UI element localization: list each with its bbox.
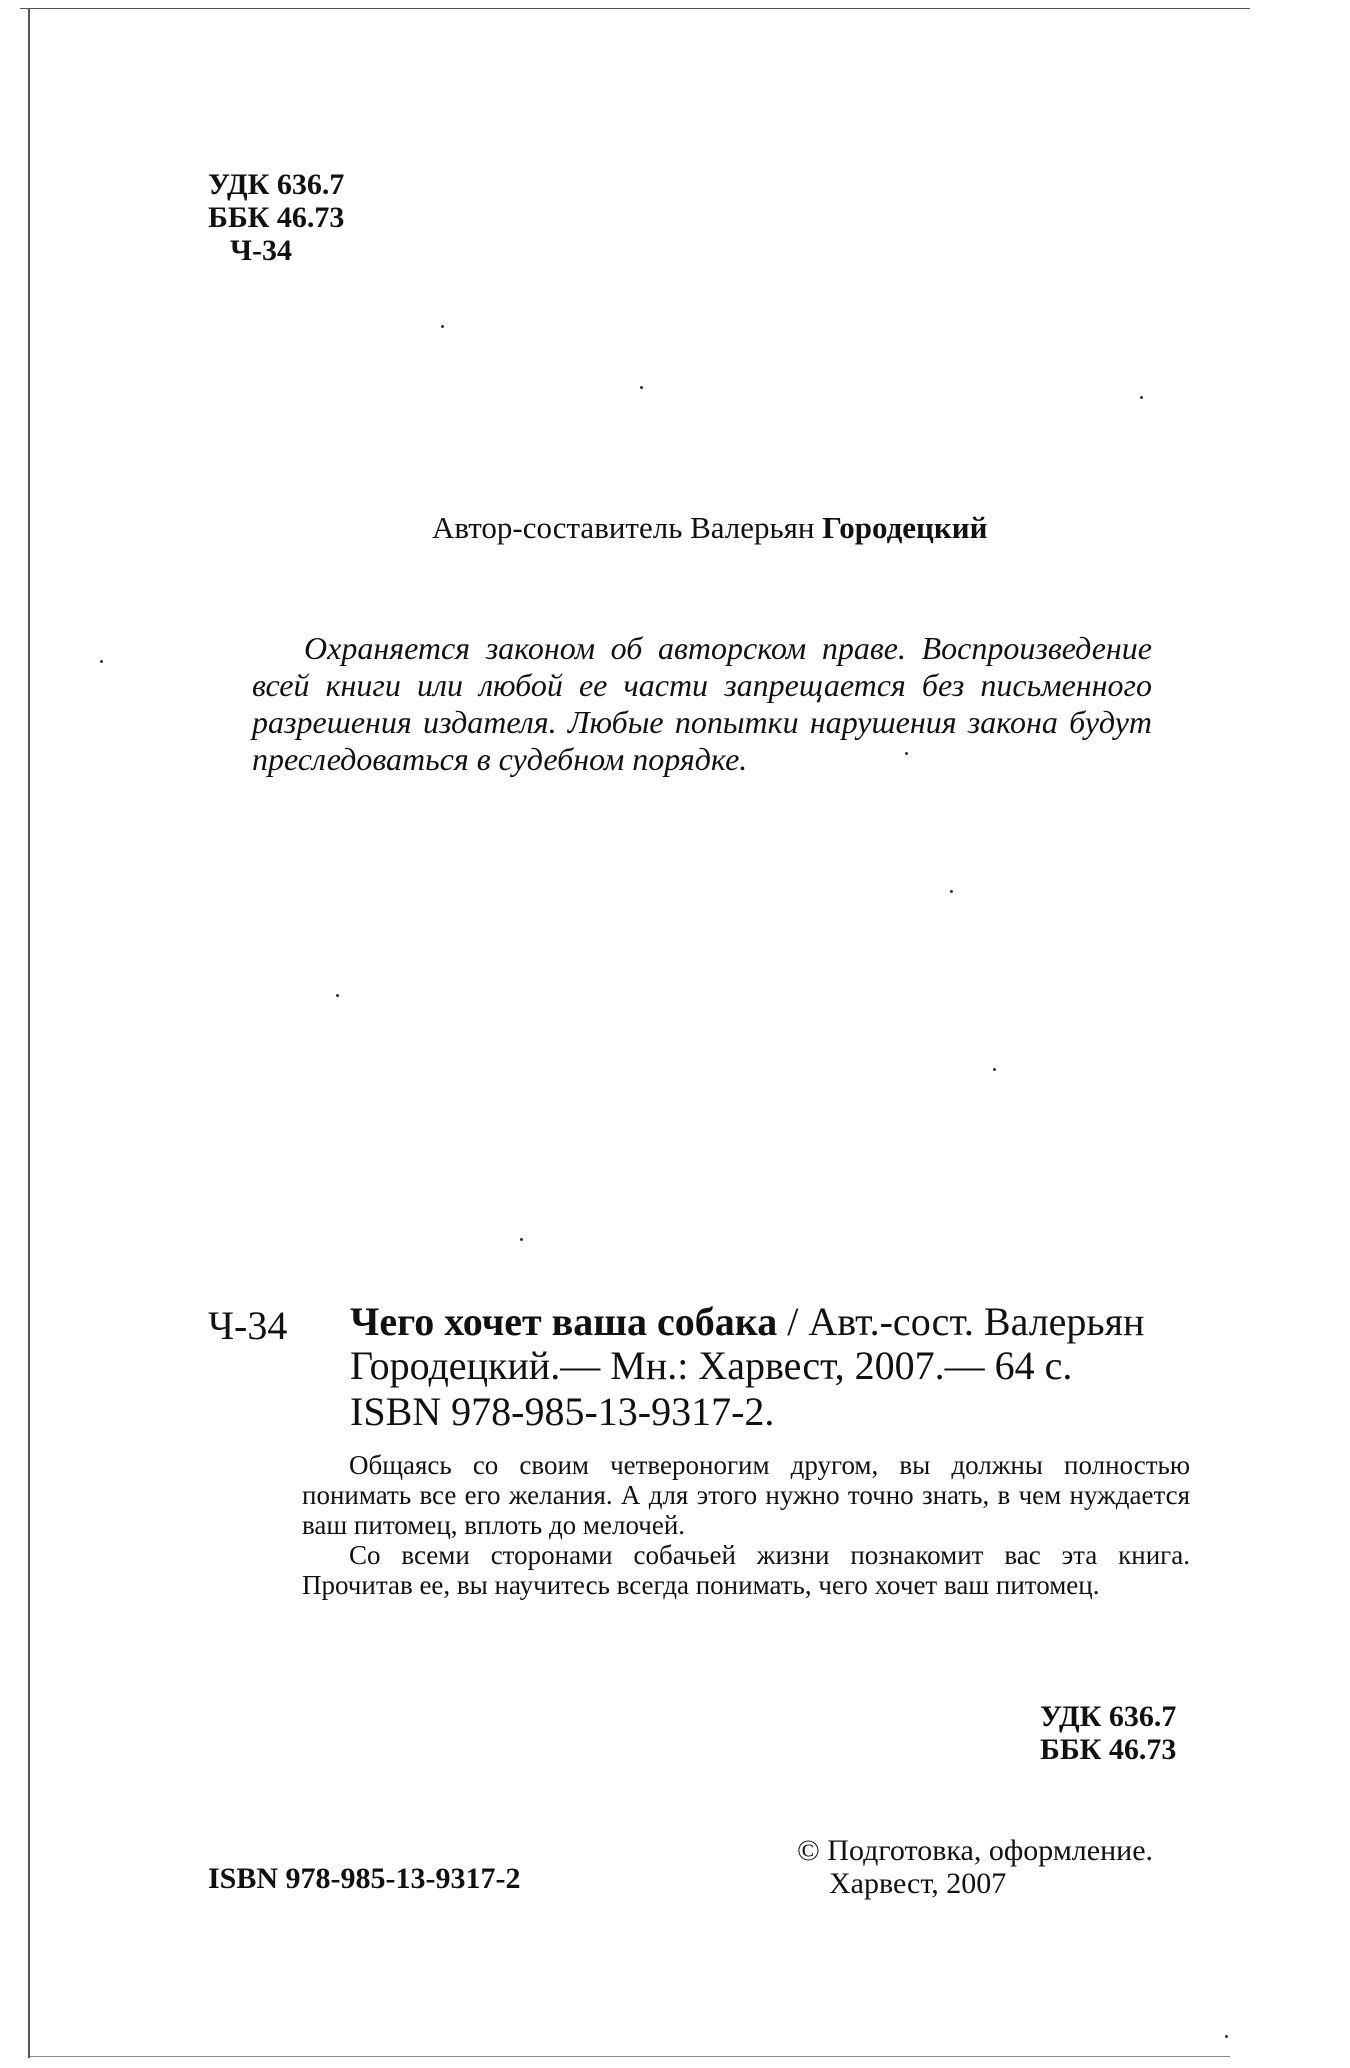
catalog-card-entry (350, 1300, 1190, 1388)
catalog-card-code: Ч-34 (208, 1303, 288, 1348)
scan-border-left (28, 8, 30, 2058)
scan-speck (520, 1238, 523, 1241)
bbk-code: ББК 46.73 (1040, 1733, 1177, 1766)
annotation-paragraph: Со всеми сторонами собачьей жизни познакомит вас эта книга. Прочитав ее, вы научитесь всегда понимать, чего хочет ваш питомец. (302, 1540, 1190, 1600)
author-name: Городецкий (822, 510, 988, 545)
bottom-classification-codes (1040, 1700, 1176, 1766)
scan-speck (100, 660, 103, 663)
bbk-code: ББК 46.73 (208, 201, 345, 234)
scan-speck (441, 325, 444, 328)
copyright-line: © Подготовка, оформление. (797, 1834, 1154, 1867)
author-label: Автор-составитель Валерьян (432, 510, 815, 545)
publisher-copyright (797, 1834, 1153, 1900)
copyright-notice (252, 630, 1152, 778)
book-title: Чего хочет ваша собака (350, 1299, 778, 1344)
scan-border-bottom (30, 2056, 1230, 2057)
top-classification-codes (208, 168, 344, 267)
scan-speck (640, 386, 643, 389)
scan-border-top (20, 8, 1250, 9)
author-line (432, 510, 988, 546)
catalog-card-isbn: ISBN 978-985-13-9317-2. (350, 1389, 775, 1434)
copyright-notice-text: Охраняется законом об авторском праве. Воспроизведение всей книги или любой ее части запрещается без письменного разрешения издателя. Любые попытки нарушения закона будут преследоваться в судебном порядке. (252, 630, 1152, 777)
udk-code: УДК 636.7 (1040, 1700, 1177, 1733)
annotation-paragraph: Общаясь со своим четвероногим другом, вы должны полностью понимать все его желания. А для этого нужно точно знать, в чем нуждается ваш питомец, вплоть до мелочей. (302, 1450, 1190, 1540)
scan-speck (336, 994, 339, 997)
scan-speck (993, 1068, 996, 1071)
author-mark: Ч-34 (230, 234, 293, 267)
scan-speck (950, 890, 953, 893)
scan-speck (1140, 396, 1143, 399)
bibliographic-details: / Авт.-сост. Валерьян Городецкий.— Мн.: Харвест, 2007.— 64 с. (350, 1299, 1145, 1388)
annotation (302, 1450, 1190, 1600)
publisher-year: Харвест, 2007 (829, 1867, 1007, 1900)
udk-code: УДК 636.7 (208, 168, 345, 201)
bottom-isbn: ISBN 978-985-13-9317-2 (208, 1862, 521, 1895)
scan-speck (1225, 2035, 1228, 2038)
